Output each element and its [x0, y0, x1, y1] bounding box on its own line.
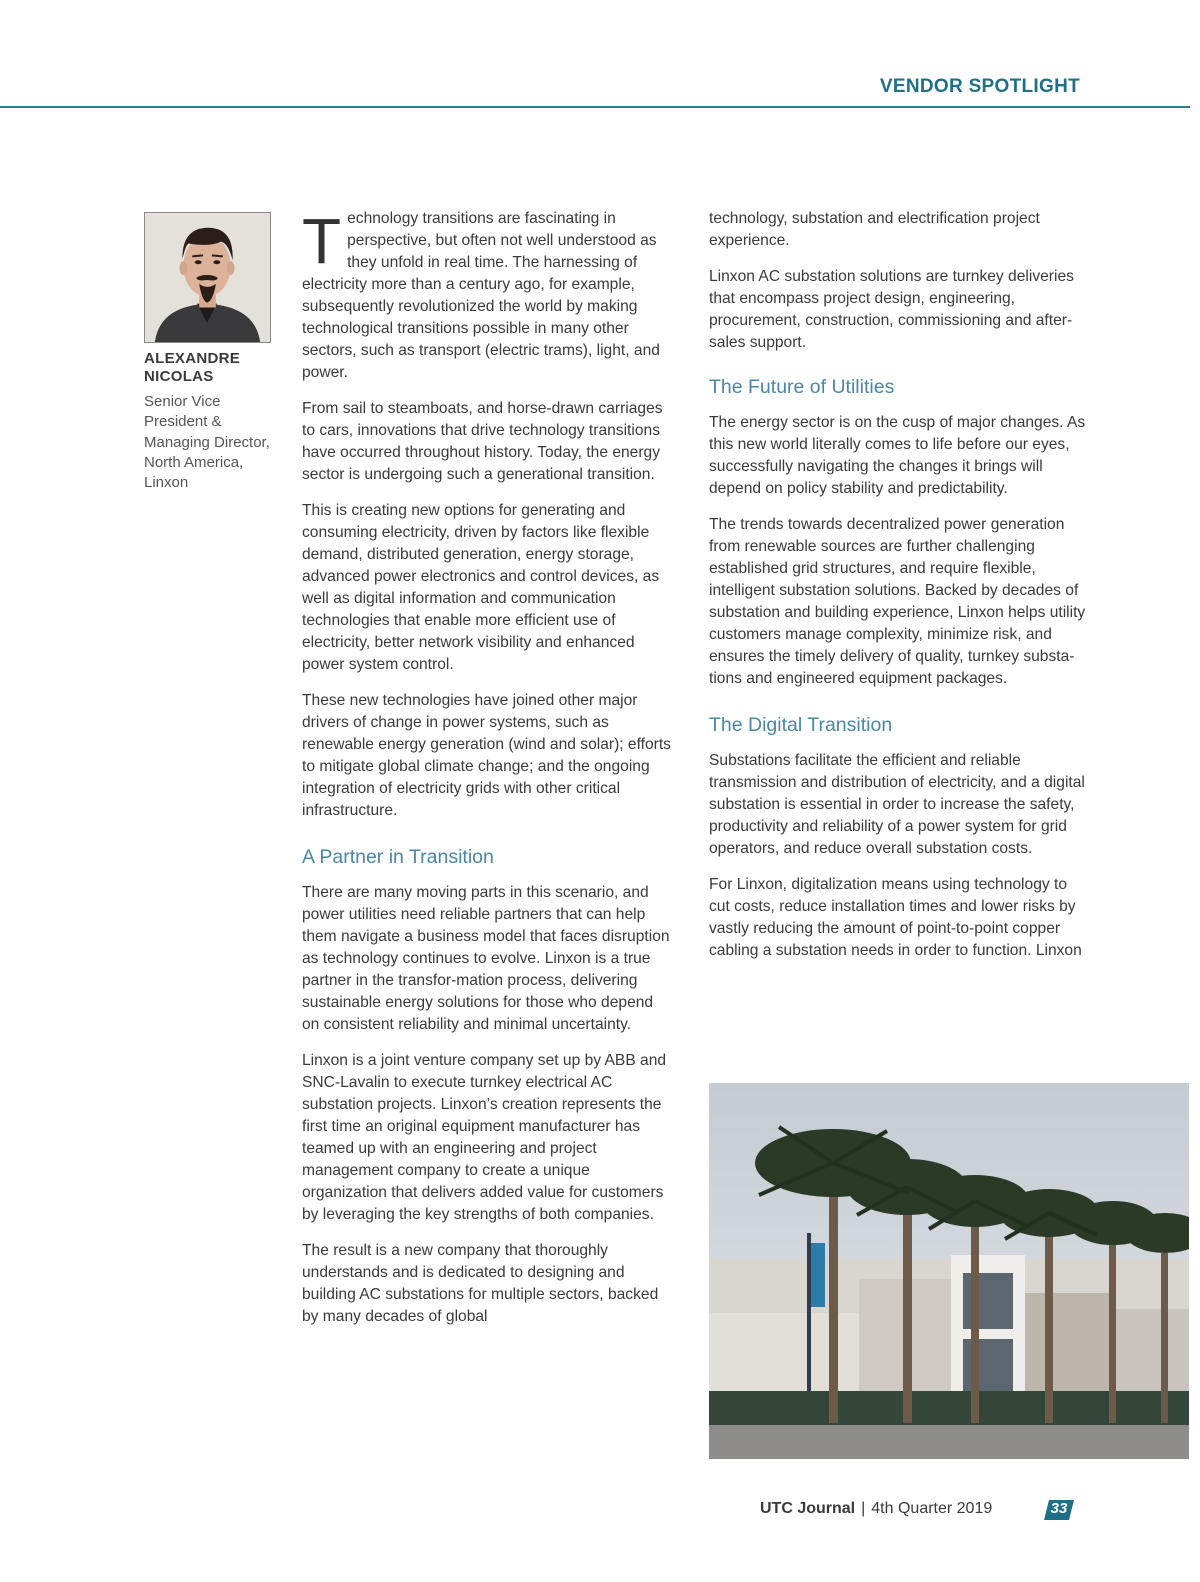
journal-name: UTC Journal	[760, 1500, 856, 1517]
drop-cap: T	[302, 205, 342, 277]
header-rule	[0, 106, 1190, 108]
paragraph: Technology transitions are fascinating in perspective, but often not well understood as they unfold in real time. The harnessing of electricity more than a century ago, for example, subsequently revolutionized the world by making technological transitions possible in many other sectors, such as transport (electric trams), light, and power.	[302, 205, 660, 381]
author-name: ALEXANDRE NICOLAS	[144, 350, 241, 385]
section-label: VENDOR SPOTLIGHT	[879, 76, 1080, 97]
section-heading: A Partner in Transition	[302, 846, 494, 868]
paragraph: technology, substation and electrification project experience.	[709, 210, 1040, 249]
paragraph: This is creating new options for generating and consuming electricity, driven by factors like flexible demand, distributed generation, energy storage, advanced power electronics and control devices, as well as digital information and communication technologies that enable more efficient use of electricity, better network visibility and enhanced power system control.	[302, 502, 660, 673]
paragraph: Substations facilitate the efficient and reliable transmission and distribution of electricity, and a digital substation is essential in order to increase the safety, productivity and reliability of a power system for grid operators, and reduce overall substation costs.	[709, 752, 1085, 857]
paragraph: Linxon AC substation solutions are turnkey deliveries that encompass project design, engineering, procurement, construction, commissioning and after-sales support.	[709, 268, 1074, 351]
paragraph: The result is a new company that thoroughly understands and is dedicated to designing and building AC substations for multiple sectors, backed by many decades of global	[302, 1242, 659, 1325]
paragraph: There are many moving parts in this scenario, and power utilities need reliable partners that can help them navigate a business model that faces disruption as technology continues to evolve. Linxon is a true partner in the transfor-mation process, delivering sustainable energy solutions for those who depend on consistent reliability and minimal uncertainty.	[302, 884, 670, 1033]
article-column-2	[709, 208, 1087, 976]
author-title: Senior Vice President & Managing Director, North America, Linxon	[144, 393, 270, 492]
page-number-badge	[1043, 1498, 1075, 1522]
section-heading: The Future of Utilities	[709, 376, 895, 398]
paragraph: From sail to steamboats, and horse-drawn carriages to cars, innovations that drive technology transitions have occurred throughout history. Today, the energy sector is undergoing such a generational transition.	[302, 400, 663, 483]
author-photo	[144, 212, 271, 343]
page-footer	[760, 1500, 992, 1518]
page-number: 33	[1050, 1500, 1068, 1517]
section-heading: The Digital Transition	[709, 714, 893, 736]
paragraph: These new technologies have joined other major drivers of change in power systems, such as renewable energy generation (wind and solar); efforts to mitigate global climate change; and the ongoing integration of electricity grids with other critical infrastructure.	[302, 692, 671, 819]
paragraph: The trends towards decentralized power generation from renewable sources are further challenging established grid structures, and require flexible, intelligent substation solutions. Backed by decades of substation and building experience, Linxon helps utility customers manage complexity, minimize risk, and ensures the timely delivery of quality, turnkey substa-tions and engineered equipment packages.	[709, 516, 1086, 687]
paragraph: For Linxon, digitalization means using technology to cut costs, reduce installation times and lower risks by vastly reducing the amount of point-to-point copper cabling a substation needs in order to function. Linxon	[709, 876, 1082, 959]
paragraph: The energy sector is on the cusp of major changes. As this new world literally comes to life before our eyes, successfully navigating the changes it brings will depend on policy stability and predictability.	[709, 414, 1086, 497]
substation-building-photo	[709, 1083, 1189, 1459]
article-column-1	[302, 205, 674, 1342]
issue-date: 4th Quarter 2019	[871, 1500, 993, 1517]
footer-separator: |	[861, 1500, 866, 1517]
paragraph: Linxon is a joint venture company set up by ABB and SNC-Lavalin to execute turnkey electrical AC substation projects. Linxon’s creation represents the first time an original equipment manufacturer has teamed up with an engineering and project management company to create a unique organization that delivers added value for customers by leveraging the key strengths of both companies.	[302, 1052, 667, 1223]
